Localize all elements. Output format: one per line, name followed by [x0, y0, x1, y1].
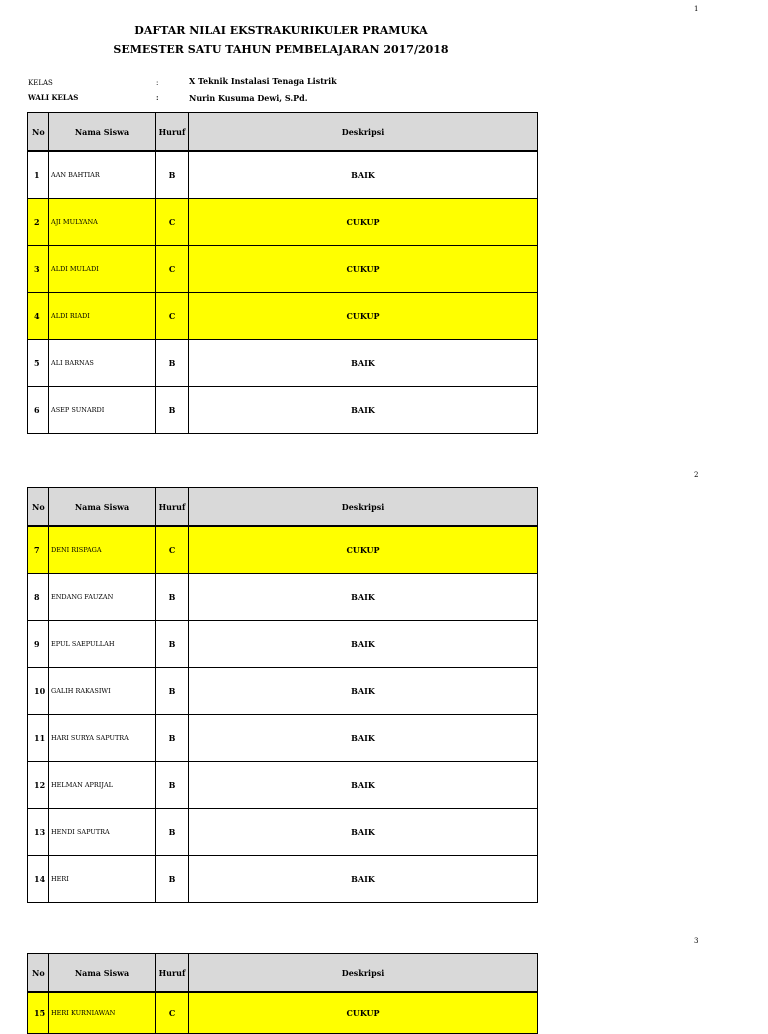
table-row	[28, 809, 538, 856]
student-name: DENI RISPAGA	[49, 526, 156, 574]
grade-description: BAIK	[189, 621, 538, 668]
header-no: No	[28, 113, 49, 152]
wali-kelas-colon: :	[156, 93, 159, 102]
table-row	[28, 574, 538, 621]
table-row	[28, 762, 538, 809]
grade-letter: C	[156, 199, 189, 246]
grade-description: BAIK	[189, 387, 538, 434]
student-no: 2	[28, 199, 49, 246]
grade-table-page-3	[27, 953, 538, 1034]
student-name: HENDI SAPUTRA	[49, 809, 156, 856]
table-row	[28, 387, 538, 434]
student-no: 14	[28, 856, 49, 903]
grade-letter: C	[156, 992, 189, 1034]
grade-description: CUKUP	[189, 992, 538, 1034]
student-name: GALIH RAKASIWI	[49, 668, 156, 715]
student-name: AAN BAHTIAR	[49, 151, 156, 199]
student-no: 5	[28, 340, 49, 387]
student-name: ALDI RIADI	[49, 293, 156, 340]
table-row	[28, 526, 538, 574]
student-no: 4	[28, 293, 49, 340]
grade-letter: B	[156, 715, 189, 762]
student-name: HELMAN APRIJAL	[49, 762, 156, 809]
header-nama-siswa: Nama Siswa	[49, 488, 156, 527]
header-huruf: Huruf	[156, 954, 189, 993]
student-no: 1	[28, 151, 49, 199]
header-deskripsi: Deskripsi	[189, 488, 538, 527]
student-no: 9	[28, 621, 49, 668]
student-name: HARI SURYA SAPUTRA	[49, 715, 156, 762]
header-huruf: Huruf	[156, 488, 189, 527]
grade-description: CUKUP	[189, 246, 538, 293]
grade-description: BAIK	[189, 856, 538, 903]
table-row	[28, 293, 538, 340]
grade-description: BAIK	[189, 715, 538, 762]
student-name: AJI MULYANA	[49, 199, 156, 246]
grade-table-page-1	[27, 112, 538, 434]
grade-letter: B	[156, 621, 189, 668]
table-row	[28, 199, 538, 246]
grade-description: CUKUP	[189, 526, 538, 574]
grade-letter: B	[156, 574, 189, 621]
grade-letter: B	[156, 668, 189, 715]
student-no: 13	[28, 809, 49, 856]
grade-letter: C	[156, 293, 189, 340]
table-header-row	[28, 113, 538, 152]
header-no: No	[28, 488, 49, 527]
grade-description: BAIK	[189, 340, 538, 387]
student-no: 6	[28, 387, 49, 434]
grade-description: CUKUP	[189, 293, 538, 340]
table-row	[28, 668, 538, 715]
kelas-colon: :	[156, 79, 159, 87]
student-no: 3	[28, 246, 49, 293]
kelas-label: KELAS	[28, 79, 53, 87]
student-no: 15	[28, 992, 49, 1034]
student-no: 8	[28, 574, 49, 621]
grade-description: BAIK	[189, 151, 538, 199]
header-huruf: Huruf	[156, 113, 189, 152]
page-number: 1	[694, 5, 699, 13]
table-header-row	[28, 488, 538, 527]
header-deskripsi: Deskripsi	[189, 954, 538, 993]
document-subtitle: SEMESTER SATU TAHUN PEMBELAJARAN 2017/2018	[113, 43, 449, 56]
table-header-row	[28, 954, 538, 993]
table-row	[28, 856, 538, 903]
grade-letter: B	[156, 762, 189, 809]
header-deskripsi: Deskripsi	[189, 113, 538, 152]
grade-letter: B	[156, 809, 189, 856]
grade-letter: B	[156, 387, 189, 434]
kelas-value: X Teknik Instalasi Tenaga Listrik	[189, 76, 337, 86]
grade-description: CUKUP	[189, 199, 538, 246]
table-row	[28, 992, 538, 1034]
grade-description: BAIK	[189, 762, 538, 809]
page-number: 3	[694, 937, 699, 945]
student-no: 10	[28, 668, 49, 715]
grade-description: BAIK	[189, 574, 538, 621]
header-nama-siswa: Nama Siswa	[49, 954, 156, 993]
student-name: ENDANG FAUZAN	[49, 574, 156, 621]
table-row	[28, 715, 538, 762]
grade-table-page-2	[27, 487, 538, 903]
student-name: ALI BARNAS	[49, 340, 156, 387]
student-no: 12	[28, 762, 49, 809]
wali-kelas-value: Nurin Kusuma Dewi, S.Pd.	[189, 93, 308, 103]
header-nama-siswa: Nama Siswa	[49, 113, 156, 152]
student-name: ASEP SUNARDI	[49, 387, 156, 434]
grade-letter: B	[156, 340, 189, 387]
page-number: 2	[694, 471, 699, 479]
table-row	[28, 621, 538, 668]
document-title: DAFTAR NILAI EKSTRAKURIKULER PRAMUKA	[134, 24, 428, 37]
grade-letter: B	[156, 151, 189, 199]
table-row	[28, 151, 538, 199]
grade-letter: C	[156, 526, 189, 574]
grade-description: BAIK	[189, 809, 538, 856]
grade-letter: C	[156, 246, 189, 293]
student-name: ALDI MULADI	[49, 246, 156, 293]
student-no: 11	[28, 715, 49, 762]
student-name: HERI	[49, 856, 156, 903]
table-row	[28, 246, 538, 293]
student-name: EPUL SAEPULLAH	[49, 621, 156, 668]
wali-kelas-label: WALI KELAS	[28, 93, 79, 102]
grade-letter: B	[156, 856, 189, 903]
student-name: HERI KURNIAWAN	[49, 992, 156, 1034]
grade-description: BAIK	[189, 668, 538, 715]
table-row	[28, 340, 538, 387]
student-no: 7	[28, 526, 49, 574]
header-no: No	[28, 954, 49, 993]
